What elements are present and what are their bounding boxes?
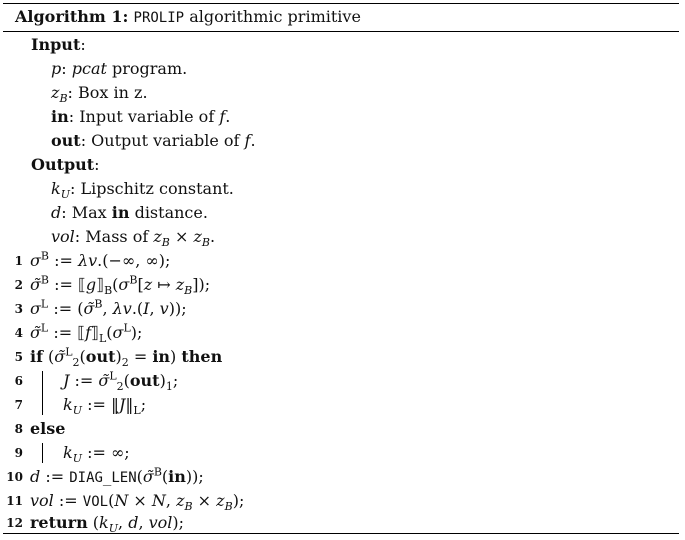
input-item-out: out: Output variable of f.: [51, 131, 256, 150]
output-header: Output:: [31, 155, 100, 174]
caption-rest: algorithmic primitive: [189, 7, 361, 26]
algo-line-12: 12 return ($k_U$, d, vol);: [6, 513, 185, 536]
algo-line-9: 9 $k_U$ := ∞;: [14, 443, 130, 466]
algo-line-1: 1 $\sigma^B$ := λv.(−∞, ∞);: [14, 249, 171, 270]
algo-line-5: 5 if $(\sigmã^L_2(out)_2 = in)$ then: [14, 345, 223, 370]
algo-line-7: 7 $k_U$ := $‖J‖_L$;: [14, 395, 147, 418]
algorithm-caption: [15, 7, 361, 26]
output-item-d: d: Max in distance.: [51, 203, 208, 222]
bottom-rule: [3, 533, 679, 534]
algorithm-box: [3, 3, 679, 535]
caption-label: Algorithm 1:: [15, 7, 129, 26]
algo-line-11: 11 vol := VOL(N × N, $z_B \times z_B$);: [6, 491, 245, 514]
input-item-in: in: Input variable of f.: [51, 107, 231, 126]
algo-line-2: 2 σ̃$^B$ := $⟦g⟧_B(\sigma^B[z$ ↦ $z_B$]);: [14, 273, 211, 298]
caption-rule: [3, 31, 679, 32]
top-rule: [3, 3, 679, 4]
input-item-zb: $z_B$: Box in z.: [51, 83, 148, 106]
output-item-ku: $k_U$: Lipschitz constant.: [51, 179, 234, 202]
algo-line-10: 10 d := DIAG_LEN(σ̃$^B$(in));: [6, 465, 204, 486]
input-header: Input:: [31, 35, 86, 54]
algo-line-4: 4 σ̃$^L$ := $⟦f⟧_L(\sigma^L)$;: [14, 321, 143, 346]
then-block-bar: [42, 371, 43, 415]
caption-name: PROLIP: [133, 10, 185, 26]
output-item-vol: vol: Mass of $z_B \times z_B$.: [51, 227, 216, 250]
else-block-bar: [42, 443, 43, 463]
algo-line-3: 3 $\sigma^L$ := (σ̃$^B$, λv.(I, v));: [14, 297, 187, 318]
input-item-p: p: pcat program.: [51, 59, 188, 78]
algo-line-6: 6 J := $\sigmã^L_2(out)_1$;: [14, 369, 179, 394]
algo-line-8: 8 else: [14, 419, 66, 438]
